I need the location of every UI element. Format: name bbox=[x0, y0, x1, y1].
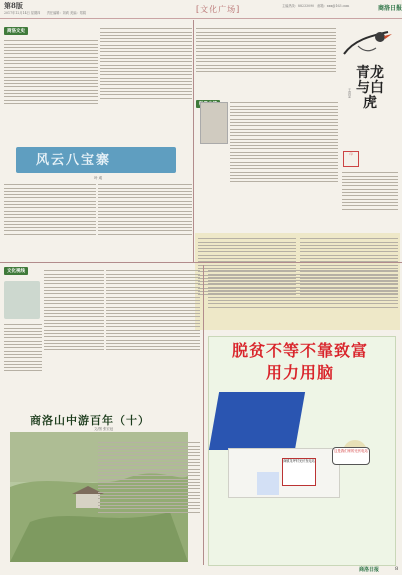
page-number: 8 bbox=[395, 566, 399, 572]
page-header bbox=[0, 0, 402, 19]
bird-illustration bbox=[340, 26, 394, 62]
article-text-block bbox=[106, 268, 200, 408]
article-text-block bbox=[98, 440, 200, 562]
column-divider bbox=[203, 265, 204, 565]
calligraphy-author: 王高显 bbox=[347, 88, 351, 98]
article-text-block bbox=[98, 182, 192, 260]
speech-bubble: 这是我们家的光伏电站 bbox=[332, 447, 370, 465]
column-divider bbox=[193, 20, 194, 262]
solar-station-sign: 商镇龙坪村光伏发电站 bbox=[282, 458, 316, 486]
solar-panel-illustration bbox=[209, 392, 305, 450]
author-photo bbox=[200, 102, 228, 144]
article-text-block bbox=[4, 38, 98, 138]
poster-title: 脱贫不等不靠致富用力用脑 bbox=[231, 341, 368, 382]
article-text-block bbox=[100, 26, 192, 138]
article-text-block bbox=[208, 268, 398, 330]
door-illustration bbox=[257, 472, 279, 495]
article-text-block bbox=[44, 268, 104, 408]
article-text-block bbox=[4, 182, 96, 260]
brush-section-author: 文/图 张宏冠 bbox=[94, 427, 114, 431]
footer-logo: 商洛日报 bbox=[359, 567, 380, 573]
calligraphy-title: 青龙与白虎 bbox=[356, 65, 384, 111]
edition-meta: 2017年12月14日 星期四 责任编辑：刘莉 美编：郑娟 bbox=[4, 11, 86, 15]
article-text-block bbox=[4, 322, 42, 408]
section-banner-culture: 文化视线 bbox=[4, 267, 28, 275]
ink-painting-image bbox=[4, 281, 40, 319]
section-banner-history: 商洛文史 bbox=[4, 27, 28, 35]
column-title: [文化广场] bbox=[196, 5, 241, 14]
brush-section-title: 商洛山中游百年（十） bbox=[30, 414, 150, 427]
feature-title: 风云八宝寨 bbox=[36, 153, 112, 168]
red-seal-stamp: 印 bbox=[343, 151, 359, 167]
section-divider bbox=[0, 262, 402, 263]
newspaper-logo: 商洛日报 bbox=[378, 5, 402, 12]
article-text-block bbox=[196, 26, 336, 98]
feature-author: 叶 成 bbox=[94, 176, 103, 180]
edition-number: 第8版 bbox=[4, 1, 23, 10]
article-text-block bbox=[342, 170, 398, 230]
editor-contacts: 主编热线：88233090 邮箱：xxx@163.com bbox=[282, 4, 350, 8]
article-text-block bbox=[230, 100, 338, 228]
